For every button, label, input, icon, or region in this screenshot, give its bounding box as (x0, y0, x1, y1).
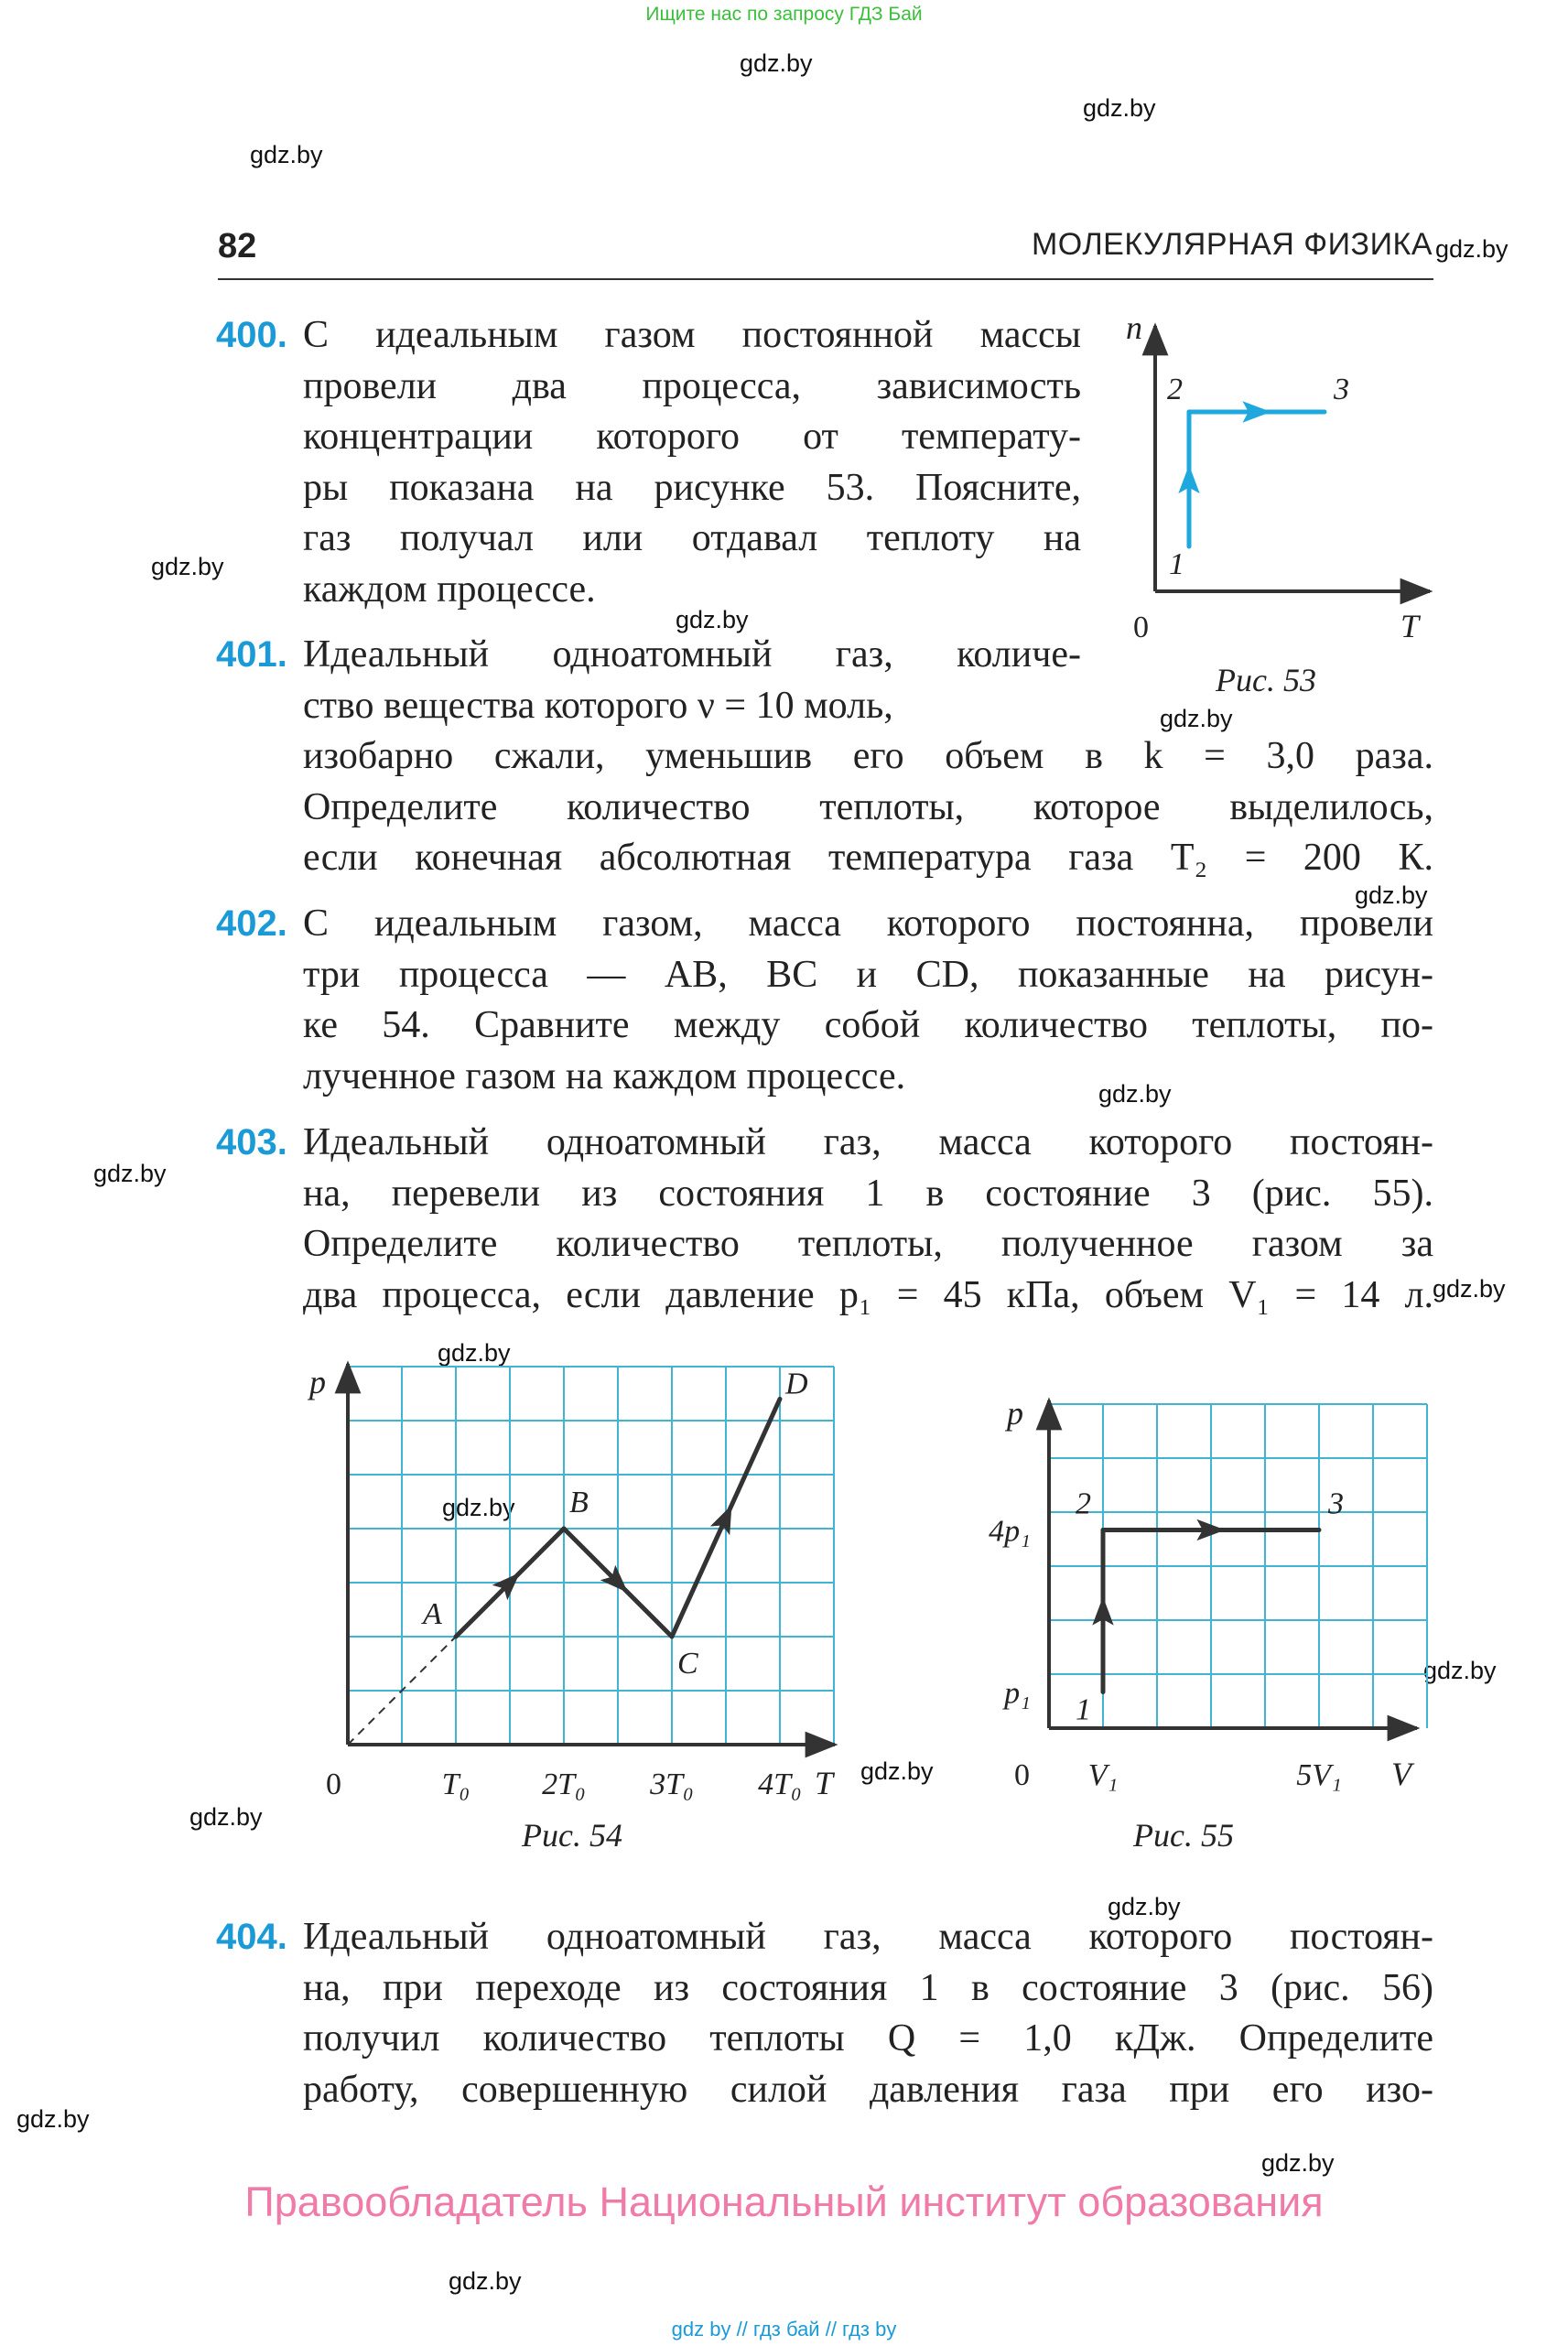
fig55-grid (1049, 1404, 1427, 1728)
watermark: gdz.by (442, 1494, 515, 1521)
text-line: изобарно сжали, уменьшив его объем в k = 3,0 раза. (303, 735, 1433, 777)
watermark: gdz.by (449, 2267, 522, 2295)
text-line: три процесса — AB, BC и CD, показанные на рисун- (303, 953, 1433, 996)
watermark: gdz.by (189, 1803, 263, 1831)
state-label: 2 (1167, 373, 1183, 406)
top-banner[interactable]: Ищите нас по запросу ГДЗ Бай (645, 4, 923, 25)
text-line: Идеальный одноатомный газ, масса которого постоян- (303, 1121, 1433, 1163)
problem-401-text-a (303, 630, 1081, 731)
state-label: 3 (1334, 373, 1349, 406)
y-axis-label: p (1007, 1395, 1023, 1432)
fig54-process (348, 1367, 808, 1745)
text-line: Определите количество теплоты, которое выделилось, (303, 785, 1433, 828)
problem-404-text (303, 1912, 1433, 2115)
origin-label: 0 (326, 1768, 341, 1801)
problem-403-text (303, 1118, 1433, 1321)
x-tick-label: T₀ (441, 1768, 470, 1801)
state-label: 3 (1328, 1487, 1344, 1521)
fig55-process (1076, 1487, 1344, 1726)
state-label: A (423, 1597, 442, 1631)
copyright-notice: Правообладатель Национальный институт образования (244, 2178, 1324, 2225)
problem-number-402: 402. (216, 903, 287, 944)
text-line: Определите количество теплоты, полученное газом за (303, 1223, 1433, 1265)
fig53-process (1167, 373, 1349, 581)
text-line: получил количество теплоты Q = 1,0 кДж. Определите (303, 2017, 1433, 2060)
origin-label: 0 (1133, 611, 1149, 644)
state-label: D (785, 1367, 808, 1401)
text-line: лученное газом на каждом процессе. (303, 1054, 906, 1097)
x-tick-label: V₁ (1087, 1758, 1119, 1792)
text-line: на, при переходе из состояния 1 в состояние 3 (рис. 56) (303, 1966, 1433, 2009)
problem-number-403: 403. (216, 1122, 287, 1162)
text-line: ке 54. Сравните между собой количество теплоты, по- (303, 1004, 1433, 1046)
watermark: gdz.by (16, 2105, 90, 2133)
watermark: gdz.by (1160, 705, 1233, 732)
header-rule (218, 278, 1433, 280)
watermark: gdz.by (1261, 2149, 1335, 2177)
footer-links[interactable]: gdz by // гдз бай // гдз by (671, 2318, 897, 2341)
watermark: gdz.by (1435, 235, 1509, 263)
watermark: gdz.by (860, 1757, 934, 1785)
state-label: 1 (1169, 547, 1184, 581)
fig54-ticks (442, 1768, 802, 1801)
text-line: ство вещества которого ν = 10 моль, (303, 684, 893, 727)
problem-number-404: 404. (216, 1917, 287, 1957)
text-line: Идеальный одноатомный газ, количе- (303, 633, 1081, 676)
text-line: работу, совершенную силой давления газа при его изо- (303, 2068, 1433, 2111)
watermark: gdz.by (740, 49, 813, 77)
page-number: 82 (218, 227, 257, 265)
state-label: 1 (1076, 1692, 1091, 1727)
y-axis-label: n (1126, 311, 1142, 346)
x-tick-label: 3T₀ (650, 1768, 694, 1801)
watermark: gdz.by (151, 553, 224, 580)
watermark: gdz.by (250, 141, 323, 168)
text-line: С идеальным газом, масса которого постоянна, провели (303, 903, 1433, 945)
fig55-ticks (989, 1514, 1342, 1792)
x-axis-label: T (1400, 608, 1420, 644)
text-line: газ получал или отдавал теплоту на (303, 517, 1081, 559)
watermark: gdz.by (438, 1339, 511, 1367)
figure-53-caption: Рис. 53 (1216, 662, 1316, 698)
text-line: провели два процесса, зависимость (303, 364, 1081, 407)
problem-402-text (303, 899, 1433, 1102)
problem-400-text (303, 310, 1081, 615)
watermark: gdz.by (1423, 1657, 1497, 1684)
origin-label: 0 (1014, 1758, 1030, 1792)
state-label: C (677, 1647, 698, 1681)
x-axis-label: T (815, 1765, 834, 1801)
problem-number-400: 400. (216, 315, 287, 355)
figure-54 (302, 1336, 870, 1803)
watermark: gdz.by (1098, 1080, 1172, 1108)
y-tick-label: 4p₁ (989, 1514, 1031, 1549)
x-tick-label: 4T₀ (758, 1768, 802, 1801)
state-label: 2 (1076, 1487, 1091, 1521)
y-tick-label: p₁ (1004, 1676, 1031, 1711)
problem-number-401: 401. (216, 634, 287, 675)
watermark: gdz.by (1108, 1893, 1181, 1920)
figure-55-caption: Рис. 55 (1133, 1817, 1234, 1854)
watermark: gdz.by (93, 1160, 167, 1187)
section-title: МОЛЕКУЛЯРНАЯ ФИЗИКА (1031, 227, 1433, 262)
watermark: gdz.by (1083, 94, 1156, 122)
watermark: gdz.by (1433, 1275, 1506, 1303)
figure-53 (1098, 311, 1446, 659)
text-line: ры показана на рисунке 53. Поясните, (303, 466, 1081, 509)
watermark: gdz.by (1355, 881, 1428, 909)
figure-54-caption: Рис. 54 (522, 1817, 622, 1854)
x-tick-label: 5V₁ (1296, 1758, 1342, 1792)
text-line: два процесса, если давление p₁ = 45 кПа, объем V₁ = 14 л. (303, 1273, 1433, 1316)
text-line: концентрации которого от температу- (303, 416, 1081, 458)
text-line: на, перевели из состояния 1 в состояние 3 (рис. 55). (303, 1172, 1433, 1215)
y-axis-label: p (309, 1364, 326, 1400)
state-label: B (569, 1486, 589, 1519)
watermark: gdz.by (676, 606, 749, 633)
text-line: если конечная абсолютная температура газа T₂ = 200 К. (303, 837, 1433, 879)
x-tick-label: 2T₀ (542, 1768, 586, 1801)
text-line: каждом процессе. (303, 568, 596, 611)
text-line: С идеальным газом постоянной массы (303, 314, 1081, 356)
text-line: Идеальный одноатомный газ, масса которого постоян- (303, 1916, 1433, 1958)
problem-401-text-b (303, 731, 1433, 884)
figure-55 (970, 1382, 1446, 1803)
x-axis-label: V (1391, 1756, 1411, 1792)
